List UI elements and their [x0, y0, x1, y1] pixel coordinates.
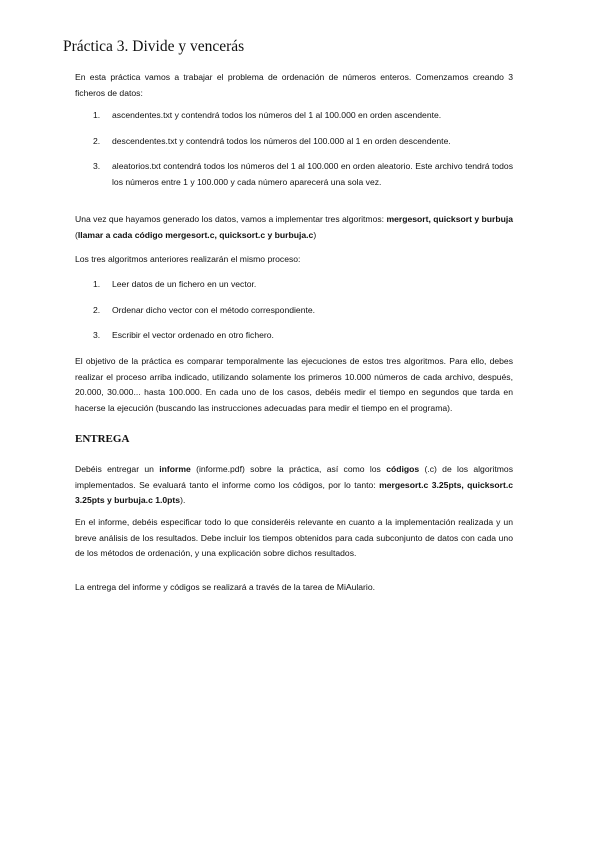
list-number: 2. — [93, 136, 101, 146]
list-text: aleatorios.txt contendrá todos los números del 1 al 100.000 en orden aleatorio. Este archivo tendrá todos los números entre 1 y 100.000 y cada número aparecerá una sola vez. — [112, 161, 513, 187]
list-number: 3. — [93, 330, 101, 340]
entrega-codigos: códigos — [386, 464, 420, 474]
entrega-text: (informe.pdf) sobre la práctica, así como los — [190, 464, 387, 474]
list-item — [93, 159, 513, 190]
entrega-text: Debéis entregar un — [75, 464, 160, 474]
list-item — [93, 108, 513, 124]
algorithms-note: llamar a cada código mergesort.c, quicksort.c y burbuja.c — [77, 229, 314, 240]
entrega-text: ). — [180, 495, 186, 505]
entrega-grading: mergesort.c 3.25pts, quicksort.c 3.25pts y burbuja.c 1.0pts — [75, 479, 513, 505]
paren-close: ) — [313, 229, 317, 240]
algorithms-paragraph — [75, 212, 513, 243]
process-intro: Los tres algoritmos anteriores realizarán el mismo proceso: — [75, 254, 301, 264]
list-item — [93, 134, 513, 150]
intro-paragraph: En esta práctica vamos a trabajar el problema de ordenación de números enteros. Comenzamos creando 3 ficheros de datos: — [75, 72, 513, 98]
entrega-paragraph — [75, 462, 513, 509]
paren-open: ( — [75, 229, 78, 240]
algorithms-names: mergesort, quicksort y burbuja — [386, 214, 514, 224]
delivery-paragraph: La entrega del informe y códigos se realizará a través de la tarea de MiAulario. — [75, 582, 375, 592]
section-heading-entrega: ENTREGA — [75, 433, 130, 445]
report-paragraph: En el informe, debéis especificar todo lo que consideréis relevante en cuanto a la implementación realizada y un breve análisis de los resultados. Debe incluir los tiempos obtenidos para cada subconjunto de datos con cada uno de los métodos de ordenación, y una explicación sobre dichos resultados. — [75, 517, 513, 558]
list-text: Escribir el vector ordenado en otro fichero. — [112, 330, 274, 340]
list-item — [93, 328, 513, 344]
list-text: descendentes.txt y contendrá todos los números del 100.000 al 1 en orden descendente. — [112, 136, 451, 146]
page-title: Práctica 3. Divide y vencerás — [63, 38, 245, 55]
list-number: 2. — [93, 305, 101, 315]
entrega-informe: informe — [159, 464, 191, 474]
list-number: 1. — [93, 279, 101, 289]
algorithms-text: Una vez que hayamos generado los datos, vamos a implementar tres algoritmos: — [75, 214, 387, 224]
objective-paragraph: El objetivo de la práctica es comparar temporalmente las ejecuciones de estos tres algoritmos. Para ello, debes realizar el proceso arriba indicado, utilizando solamente los primeros 10.000 números de cada archivo, después, 20.000, 30.000... hasta 100.000. En cada uno de los casos, debéis medir el tiempo en segundos que tarda en hacerse la ejecución (buscando las instrucciones adecuadas para medir el tiempo en el programa). — [75, 356, 513, 413]
list-text: Ordenar dicho vector con el método correspondiente. — [112, 305, 316, 315]
list-text: Leer datos de un fichero en un vector. — [112, 279, 257, 289]
list-number: 3. — [93, 161, 101, 171]
list-item — [93, 303, 513, 319]
list-number: 1. — [93, 110, 101, 120]
entrega-text: (.c) de los algoritmos implementados. Se evaluará tanto el informe como los códigos, por lo tanto: — [75, 464, 514, 490]
list-text: ascendentes.txt y contendrá todos los números del 1 al 100.000 en orden ascendente. — [112, 110, 442, 120]
list-item — [93, 277, 513, 293]
